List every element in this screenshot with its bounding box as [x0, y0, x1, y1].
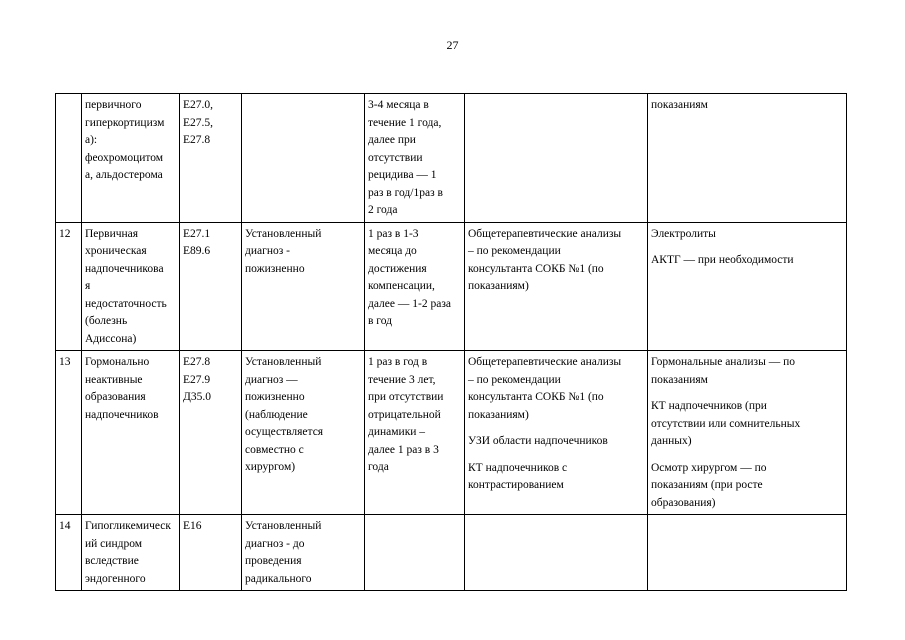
cell-text-line: осуществляется — [245, 426, 324, 438]
row-number-cell — [56, 94, 82, 223]
cell-text-line: а): — [85, 134, 98, 146]
additional-exams-cell — [648, 515, 847, 591]
cell-text-line: эндогенного — [85, 572, 146, 585]
visit-frequency-cell — [365, 94, 465, 223]
cell-text-line: далее — 1-2 раза — [368, 297, 451, 310]
cell-text-line: в год — [368, 315, 393, 327]
cell-text-line: течение 3 лет, — [368, 373, 436, 386]
cell-text-line: достижения — [368, 262, 427, 275]
table-row — [56, 94, 847, 223]
cell-paragraph — [651, 460, 843, 513]
clinical-observation-table — [55, 93, 847, 591]
cell-text-line: компенсации, — [368, 280, 435, 292]
cell-text-line: E27.8 — [183, 134, 211, 146]
cell-paragraph — [468, 226, 644, 296]
table-row — [56, 222, 847, 351]
cell-text-line: Установленный — [245, 520, 322, 532]
cell-paragraph — [651, 97, 843, 115]
mandatory-exams-cell — [465, 515, 648, 591]
row-number-cell — [56, 515, 82, 591]
icd-code-cell — [180, 515, 242, 591]
row-number: 13 — [59, 356, 71, 368]
row-number-cell — [56, 351, 82, 515]
cell-text-line: КТ надпочечников (при — [651, 400, 767, 412]
cell-text-line: Первичная — [85, 227, 139, 240]
cell-text-line: пожизненно — [245, 262, 305, 275]
cell-text-line: E27.0, — [183, 99, 214, 111]
cell-text-line: образования — [85, 391, 146, 403]
visit-frequency-cell — [365, 515, 465, 591]
cell-text-line: (болезнь — [85, 315, 128, 327]
cell-text-line: Гипогликемическ — [85, 520, 171, 532]
cell-text-line: далее 1 раз в 3 — [368, 443, 439, 456]
cell-text-line: E89.6 — [183, 245, 211, 257]
cell-text-line: Гормонально — [85, 356, 150, 368]
cell-text-line: недостаточность — [85, 297, 167, 310]
cell-text-line: гиперкортицизм — [85, 116, 165, 129]
page-number: 27 — [446, 38, 459, 52]
cell-text-line: хроническая — [85, 245, 147, 257]
cell-text-line: контрастированием — [468, 479, 564, 491]
cell-text-line: далее при — [368, 134, 416, 146]
cell-text-line: УЗИ области надпочечников — [468, 435, 608, 447]
cell-text-line: при отсутствии — [368, 391, 444, 403]
cell-text-line: показаниям — [651, 99, 708, 111]
row-number: 12 — [59, 227, 71, 240]
cell-paragraph — [468, 433, 644, 451]
row-number: 14 — [59, 520, 71, 532]
cell-text-line: Осмотр хирургом — по — [651, 461, 767, 474]
cell-paragraph — [468, 460, 644, 495]
cell-text-line: 3-4 месяца в — [368, 99, 429, 111]
cell-text-line: неактивные — [85, 373, 143, 386]
cell-text-line: показаниям) — [468, 408, 529, 421]
cell-text-line: первичного — [85, 99, 142, 111]
additional-exams-cell — [648, 94, 847, 223]
cell-text-line: совместно с — [245, 443, 304, 456]
cell-text-line: показаниям — [651, 373, 708, 386]
cell-text-line: Электролиты — [651, 227, 716, 240]
observation-duration-cell — [242, 351, 365, 515]
cell-text-line: 1 раз в 1-3 — [368, 227, 419, 240]
icd-code-cell — [180, 222, 242, 351]
cell-text-line: месяца до — [368, 245, 417, 257]
mandatory-exams-cell — [465, 222, 648, 351]
icd-code-cell — [180, 94, 242, 223]
cell-text-line: диагноз - — [245, 245, 290, 257]
observation-duration-cell — [242, 222, 365, 351]
cell-text-line: феохромоцитом — [85, 151, 164, 164]
cell-text-line: КТ надпочечников с — [468, 461, 568, 474]
cell-text-line: Д35.0 — [183, 391, 211, 403]
cell-text-line: консультанта СОКБ №1 (по — [468, 391, 604, 403]
cell-text-line: отсутствии или сомнительных — [651, 417, 801, 430]
observation-duration-cell — [242, 515, 365, 591]
cell-text-line: отсутствии — [368, 151, 423, 164]
cell-text-line: (наблюдение — [245, 408, 308, 421]
cell-text-line: Общетерапевтические анализы — [468, 227, 622, 240]
cell-text-line: диагноз — — [245, 373, 298, 386]
observation-duration-cell — [242, 94, 365, 223]
disease-name-cell — [82, 515, 180, 591]
cell-text-line: я — [85, 280, 91, 292]
cell-text-line: динамики – — [368, 426, 426, 438]
cell-text-line: раз в год/1раз в — [368, 186, 443, 199]
cell-text-line: а, альдостерома — [85, 169, 163, 181]
visit-frequency-cell — [365, 222, 465, 351]
mandatory-exams-cell — [465, 351, 648, 515]
cell-text-line: пожизненно — [245, 391, 305, 403]
additional-exams-cell — [648, 222, 847, 351]
cell-text-line: диагноз - до — [245, 537, 305, 550]
cell-text-line: проведения — [245, 555, 302, 567]
cell-text-line: консультанта СОКБ №1 (по — [468, 262, 604, 275]
cell-text-line: – по рекомендации — [468, 373, 561, 386]
cell-text-line: надпочечников — [85, 408, 159, 421]
cell-text-line: хирургом) — [245, 461, 296, 473]
cell-text-line: Установленный — [245, 227, 322, 240]
cell-text-line: вследствие — [85, 555, 139, 567]
cell-text-line: E16 — [183, 520, 202, 532]
cell-paragraph — [651, 354, 843, 389]
cell-text-line: E27.9 — [183, 373, 211, 386]
cell-text-line: показаниям) — [468, 280, 529, 292]
cell-text-line: E27.5, — [183, 116, 214, 129]
cell-text-line: 2 года — [368, 204, 398, 216]
cell-text-line: АКТГ — при необходимости — [651, 254, 794, 266]
row-number-cell — [56, 222, 82, 351]
cell-paragraph — [468, 354, 644, 424]
icd-code-cell — [180, 351, 242, 515]
cell-text-line: показаниям (при росте — [651, 479, 763, 491]
cell-paragraph — [651, 226, 843, 244]
table-row — [56, 351, 847, 515]
cell-text-line: радикального — [245, 572, 312, 585]
cell-text-line: года — [368, 461, 389, 473]
disease-name-cell — [82, 351, 180, 515]
cell-paragraph — [651, 252, 843, 270]
cell-text-line: ий синдром — [85, 537, 143, 550]
cell-paragraph — [651, 398, 843, 451]
cell-text-line: образования) — [651, 496, 716, 509]
cell-text-line: надпочечникова — [85, 262, 164, 275]
visit-frequency-cell — [365, 351, 465, 515]
disease-name-cell — [82, 222, 180, 351]
cell-text-line: 1 раз в год в — [368, 356, 428, 368]
additional-exams-cell — [648, 351, 847, 515]
cell-text-line: данных) — [651, 435, 692, 447]
cell-text-line: Гормональные анализы — по — [651, 356, 795, 368]
table-row — [56, 515, 847, 591]
cell-text-line: Адиссона) — [85, 332, 137, 345]
cell-text-line: Общетерапевтические анализы — [468, 356, 622, 368]
cell-text-line: – по рекомендации — [468, 245, 561, 257]
cell-text-line: рецидива — 1 — [368, 169, 437, 181]
cell-text-line: E27.8 — [183, 356, 211, 368]
cell-text-line: отрицательной — [368, 408, 441, 421]
cell-text-line: Установленный — [245, 356, 322, 368]
cell-text-line: течение 1 года, — [368, 116, 442, 129]
cell-text-line: E27.1 — [183, 227, 211, 240]
mandatory-exams-cell — [465, 94, 648, 223]
disease-name-cell — [82, 94, 180, 223]
